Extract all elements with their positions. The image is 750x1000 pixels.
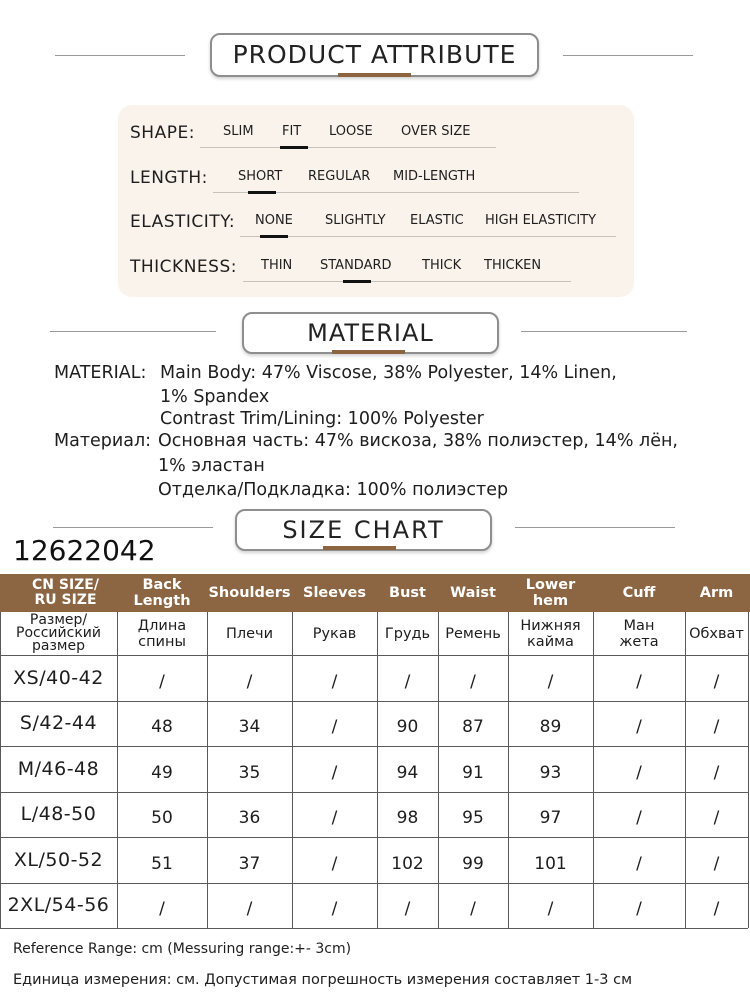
ru-header-text: Длина (137, 617, 187, 634)
ru-header-text: Российский (16, 625, 101, 641)
selected-marker (260, 235, 288, 238)
footer-ru-note: Единица измерения: см. Допустимая погрешность измерения составляет 1-3 см (13, 972, 633, 988)
value-cell: / (331, 853, 338, 874)
value-cell: 34 (238, 717, 261, 738)
table-header-row (0, 574, 750, 612)
value-cell: / (404, 671, 411, 692)
ru-header-text: Ман (623, 617, 655, 634)
attr-option: ELASTIC (410, 213, 464, 228)
material-en-line: Contrast Trim/Lining: 100% Polyester (160, 409, 484, 429)
attr-row-thickness (118, 253, 634, 283)
value-cell: / (636, 853, 642, 874)
value-cell: / (159, 671, 165, 692)
value-cell: 37 (238, 853, 261, 874)
grid-hline (0, 792, 748, 793)
attr-label: SHAPE: (130, 123, 195, 143)
ru-header-cell (593, 612, 685, 655)
ru-header-text: Нижняя (520, 617, 581, 634)
grid-hline (0, 746, 748, 747)
grid-vline (685, 612, 686, 928)
grid-hline (0, 883, 748, 884)
attr-option: NONE (255, 213, 293, 228)
value-cell: / (404, 899, 411, 920)
attr-rule (243, 281, 571, 282)
ru-header-cell (685, 612, 748, 655)
ru-header-cell (508, 612, 593, 655)
ru-header-text: Грудь (384, 625, 431, 642)
selected-marker (280, 146, 308, 149)
value-cell: 51 (151, 853, 173, 874)
ru-header-text: Плечи (225, 625, 274, 642)
value-cell: / (246, 671, 253, 692)
attr-row-shape (118, 119, 634, 149)
attr-row-length (118, 164, 634, 194)
attr-option: SLIGHTLY (325, 213, 386, 228)
material-en-label: MATERIAL: (54, 363, 147, 383)
material-ru-label: Материал: (54, 431, 152, 451)
ru-header-cell (207, 612, 292, 655)
value-cell: / (159, 899, 165, 920)
value-cell: 91 (462, 762, 484, 783)
value-cell: / (470, 899, 476, 920)
attribute-panel (118, 105, 634, 297)
material-ru-line: 1% эластан (158, 456, 265, 476)
size-cell: S/42-44 (19, 712, 98, 735)
value-cell: / (331, 762, 338, 783)
ru-header-text: спины (138, 633, 186, 650)
size-cell: 2XL/54-56 (7, 894, 110, 917)
value-cell: 36 (238, 808, 261, 829)
value-cell: 90 (396, 717, 419, 738)
material-en-line: Main Body: 47% Viscose, 38% Polyester, 14% Linen, (160, 363, 617, 383)
attr-rule (200, 147, 496, 148)
size-cell: M/46-48 (17, 757, 100, 780)
ru-header-cell (117, 612, 207, 655)
header-line-left (50, 331, 216, 332)
header-line-right (515, 527, 675, 528)
value-cell: / (636, 808, 642, 829)
attr-label: ELASTICITY: (130, 212, 236, 232)
value-cell: / (331, 899, 338, 920)
attr-label: LENGTH: (130, 168, 208, 188)
grid-vline (207, 612, 208, 928)
value-cell: 94 (396, 762, 419, 783)
header-cell: Lower hem (525, 577, 576, 609)
value-cell: 87 (462, 717, 484, 738)
section-title: PRODUCT ATTRIBUTE (210, 33, 539, 77)
value-cell: / (713, 671, 720, 692)
value-cell: 93 (539, 762, 562, 783)
grid-vline (0, 612, 1, 928)
value-cell: 101 (534, 853, 567, 874)
value-cell: 89 (539, 717, 562, 738)
product-id: 12622042 (13, 534, 156, 567)
attr-option: STANDARD (320, 258, 392, 273)
header-line-right (521, 331, 687, 332)
value-cell: / (331, 808, 338, 829)
grid-hline (0, 655, 748, 656)
value-cell: 35 (238, 762, 261, 783)
ru-header-cell (438, 612, 508, 655)
grid-vline (438, 612, 439, 928)
grid-hline (0, 928, 748, 929)
ru-header-text: жета (619, 633, 659, 650)
header-cell: Bust (389, 585, 426, 601)
value-cell: / (636, 762, 642, 783)
attr-rule (240, 236, 616, 237)
header-cell: Arm (699, 585, 734, 601)
header-cell-size (0, 574, 117, 612)
ru-header-text: Размер/ (29, 612, 88, 628)
section-title: MATERIAL (242, 312, 499, 354)
ru-header-text: Ремень (445, 625, 501, 642)
grid-hline (0, 837, 748, 838)
selected-marker (248, 191, 276, 194)
header-text: CN SIZE/ (32, 577, 99, 593)
header-line-left (53, 527, 213, 528)
grid-vline (593, 612, 594, 928)
ru-header-cell-size (0, 612, 117, 655)
value-cell: / (331, 671, 338, 692)
attr-option: SHORT (238, 169, 283, 184)
header-cell: Shoulders (208, 585, 291, 601)
ru-header-text: кайма (527, 633, 574, 650)
value-cell: 50 (151, 808, 173, 829)
value-cell: / (713, 899, 720, 920)
header-cell: Cuff (622, 585, 656, 601)
attr-option: SLIM (223, 124, 254, 139)
attr-option: THICKEN (484, 258, 542, 273)
attr-row-elasticity (118, 208, 634, 238)
value-cell: / (636, 899, 642, 920)
size-cell: XL/50-52 (13, 848, 104, 871)
title-underline (332, 350, 405, 354)
attr-option: LOOSE (329, 124, 373, 139)
title-underline (323, 546, 396, 550)
value-cell: / (547, 671, 554, 692)
attr-option: MID-LENGTH (393, 169, 476, 184)
ru-header-text: Обхват (689, 625, 744, 642)
value-cell: 49 (151, 762, 173, 783)
value-cell: 95 (462, 808, 484, 829)
attr-option: REGULAR (308, 169, 371, 184)
header-line-left (55, 55, 185, 56)
size-cell: L/48-50 (20, 803, 97, 826)
value-cell: 99 (462, 853, 484, 874)
selected-marker (343, 280, 371, 283)
header-cell: Back Length (133, 577, 191, 609)
size-cell: XS/40-42 (13, 666, 104, 689)
attr-option: HIGH ELASTICITY (485, 213, 597, 228)
grid-hline (0, 701, 748, 702)
grid-vline (508, 612, 509, 928)
grid-vline (292, 612, 293, 928)
grid-vline (748, 612, 749, 928)
header-cell: Waist (450, 585, 496, 601)
value-cell: 98 (396, 808, 419, 829)
header-line-right (563, 55, 693, 56)
attr-option: FIT (282, 124, 302, 139)
attr-option: OVER SIZE (401, 124, 471, 139)
ru-header-text: Рукав (312, 625, 357, 642)
value-cell: 48 (151, 717, 173, 738)
value-cell: / (713, 808, 720, 829)
value-cell: / (713, 717, 720, 738)
value-cell: / (331, 717, 338, 738)
material-ru-line: Основная часть: 47% вискоза, 38% полиэстер, 14% лён, (158, 431, 678, 451)
ru-header-cell (377, 612, 438, 655)
value-cell: 97 (539, 808, 562, 829)
header-text: RU SIZE (34, 592, 97, 608)
grid-vline (377, 612, 378, 928)
title-underline (338, 73, 411, 77)
value-cell: / (470, 671, 476, 692)
value-cell: / (713, 853, 720, 874)
value-cell: 102 (391, 853, 424, 874)
attr-label: THICKNESS: (130, 257, 237, 277)
value-cell: / (246, 899, 253, 920)
footer-en-note: Reference Range: cm (Messuring range:+- 3cm) (13, 941, 352, 957)
grid-vline (117, 612, 118, 928)
value-cell: / (636, 671, 642, 692)
ru-header-text: размер (32, 638, 85, 654)
header-cell: Sleeves (303, 585, 366, 601)
value-cell: / (547, 899, 554, 920)
ru-header-cell (292, 612, 377, 655)
attr-option: THIN (261, 258, 293, 273)
material-en-line: 1% Spandex (160, 387, 270, 407)
attr-option: THICK (422, 258, 462, 273)
value-cell: / (713, 762, 720, 783)
material-ru-line: Отделка/Подкладка: 100% полиэстер (158, 480, 509, 500)
value-cell: / (636, 717, 642, 738)
section-title: SIZE CHART (235, 509, 492, 551)
